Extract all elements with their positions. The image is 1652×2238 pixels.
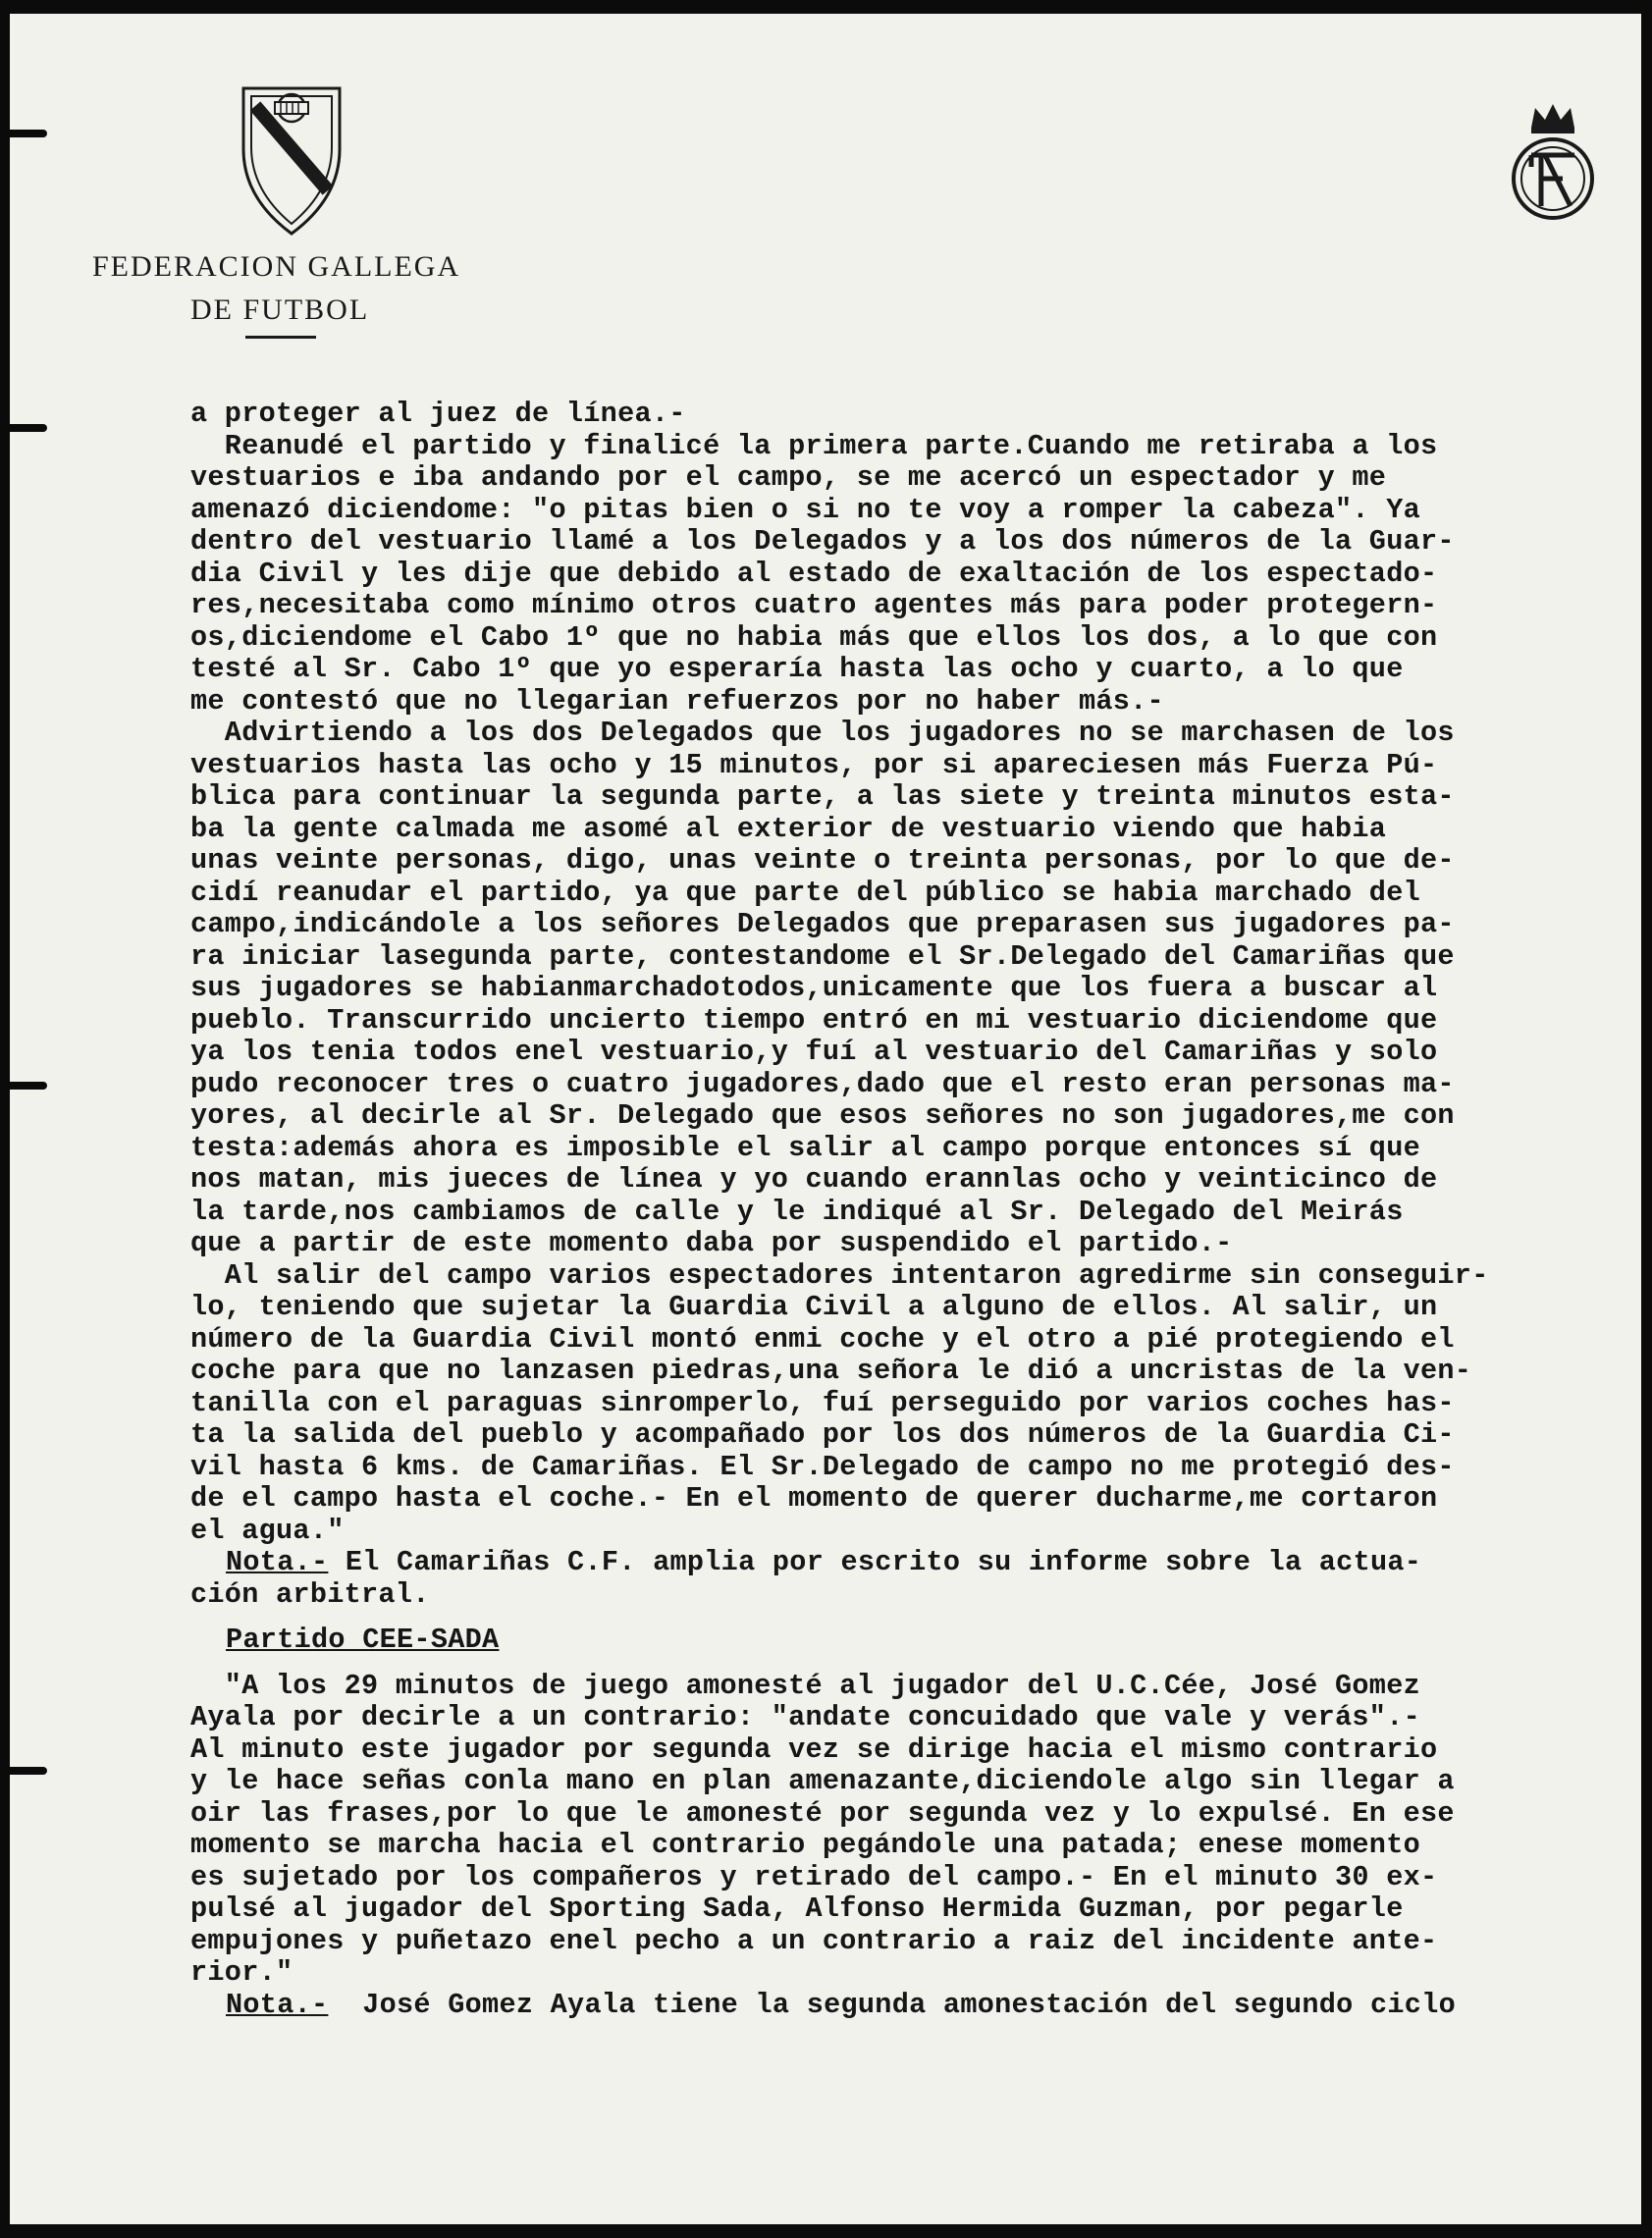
- body-line: sus jugadores se habianmarchadotodos,unicamente que los fuera a buscar al: [190, 972, 1438, 1004]
- binder-hole-mark: [10, 130, 47, 137]
- body-line: lo, teniendo que sujetar la Guardia Civil a alguno de ellos. Al salir, un: [190, 1291, 1438, 1323]
- body-line: Al minuto este jugador por segunda vez se dirige hacia el mismo contrario: [190, 1732, 1438, 1766]
- body-line: ya los tenia todos enel vestuario,y fuí al vestuario del Camariñas y solo: [190, 1036, 1438, 1068]
- body-line: vil hasta 6 kms. de Camariñas. El Sr.Delegado de campo no me protegió des-: [190, 1450, 1455, 1483]
- binder-hole-mark: [10, 1082, 47, 1090]
- nota-text-line2: ción arbitral.: [190, 1577, 430, 1611]
- body-line: amenazó diciendome: "o pitas bien o si no te voy a romper la cabeza". Ya: [190, 493, 1420, 526]
- report-body: [190, 399, 1633, 2021]
- section-spacer: [190, 1611, 1633, 1625]
- body-line: a proteger al juez de línea.-: [190, 398, 686, 430]
- body-line: campo,indicándole a los señores Delegados que preparasen sus jugadores pa-: [190, 908, 1455, 940]
- nota-text: José Gomez Ayala tiene la segunda amonestación del segundo ciclo: [328, 1988, 1457, 2021]
- body-line: "A los 29 minutos de juego amonesté al jugador del U.C.Cée, José Gomez: [190, 1669, 1420, 1702]
- nota-camarinas: [190, 1547, 1633, 1579]
- nota-label: Nota.-: [226, 1988, 329, 2021]
- body-line: pudo reconocer tres o cuatro jugadores,dado que el resto eran personas ma-: [190, 1067, 1455, 1100]
- body-line: nos matan, mis jueces de línea y yo cuando erannlas ocho y veinticinco de: [190, 1163, 1438, 1196]
- nota-label: Nota.-: [226, 1546, 329, 1578]
- body-line: es sujetado por los compañeros y retirado del campo.- En el minuto 30 ex-: [190, 1860, 1438, 1893]
- body-line: el agua.": [190, 1514, 345, 1547]
- body-line: oir las frases,por lo que le amonesté por segunda vez y lo expulsé. En ese: [190, 1796, 1455, 1830]
- body-line: de el campo hasta el coche.- En el momento de querer ducharme,me cortaron: [190, 1482, 1438, 1515]
- body-line: Advirtiendo a los dos Delegados que los jugadores no se marchasen de los: [190, 717, 1455, 749]
- binder-hole-mark: [10, 424, 47, 432]
- body-line: blica para continuar la segunda parte, a las siete y treinta minutos esta-: [190, 780, 1455, 813]
- body-line: yores, al decirle al Sr. Delegado que esos señores no son jugadores,me con: [190, 1099, 1455, 1132]
- body-line: Reanudé el partido y finalicé la primera parte.Cuando me retiraba a los: [190, 429, 1438, 462]
- nota-text: El Camariñas C.F. amplia por escrito su informe sobre la actua-: [328, 1546, 1422, 1578]
- body-line: la tarde,nos cambiamos de calle y le indiqué al Sr. Delegado del Meirás: [190, 1195, 1404, 1228]
- body-line: empujones y puñetazo enel pecho a un contrario a raiz del incidente ante-: [190, 1924, 1438, 1957]
- body-line: pulsé al jugador del Sporting Sada, Alfonso Hermida Guzman, por pegarle: [190, 1892, 1404, 1925]
- body-line: testé al Sr. Cabo 1º que yo esperaría hasta las ocho y cuarto, a lo que: [190, 653, 1404, 685]
- body-line: unas veinte personas, digo, unas veinte o treinta personas, por lo que de-: [190, 844, 1455, 877]
- body-line: tanilla con el paraguas sinromperlo, fuí perseguido por varios coches has-: [190, 1386, 1455, 1419]
- body-line: testa:además ahora es imposible el salir al campo porque entonces sí que: [190, 1131, 1420, 1164]
- section-heading-cee-sada: Partido CEE-SADA: [226, 1624, 500, 1656]
- body-line: número de la Guardia Civil montó enmi coche y el otro a pié protegiendo el: [190, 1322, 1455, 1356]
- federacion-gallega-shield-icon: [238, 80, 346, 238]
- body-line: me contestó que no llegarian refuerzos por no haber más.-: [190, 684, 1164, 718]
- body-line: res,necesitaba como mínimo otros cuatro agentes más para poder protegern-: [190, 589, 1438, 621]
- body-line: ra iniciar lasegunda parte, contestandome el Sr.Delegado del Camariñas que: [190, 939, 1455, 973]
- section-spacer: [190, 1657, 1633, 1671]
- body-line: ba la gente calmada me asomé al exterior de vestuario viendo que habia: [190, 812, 1387, 845]
- body-line: dia Civil y les dije que debido al estado de exaltación de los espectado-: [190, 557, 1438, 590]
- body-line: os,diciendome el Cabo 1º que no habia más que ellos los dos, a lo que con: [190, 620, 1438, 654]
- body-line: ta la salida del pueblo y acompañado por los dos números de la Guardia Ci-: [190, 1418, 1455, 1451]
- org-name-line2: DE FUTBOL: [190, 293, 370, 326]
- body-line: coche para que no lanzasen piedras,una señora le dió a uncristas de la ven-: [190, 1355, 1472, 1387]
- body-line: Al salir del campo varios espectadores intentaron agredirme sin conseguir-: [190, 1258, 1489, 1292]
- body-line: momento se marcha hacia el contrario pegándole una patada; enese momento: [190, 1829, 1420, 1861]
- body-line: rior.": [190, 1956, 293, 1989]
- body-line: cidí reanudar el partido, ya que parte del público se habia marchado del: [190, 876, 1420, 909]
- body-line: Ayala por decirle a un contrario: "andate concuidado que vale y verás".-: [190, 1701, 1420, 1733]
- organization-name: [92, 245, 505, 332]
- body-line: que a partir de este momento daba por suspendido el partido.-: [190, 1227, 1233, 1259]
- body-line: pueblo. Transcurrido uncierto tiempo entró en mi vestuario diciendome que: [190, 1003, 1438, 1037]
- body-line: vestuarios e iba andando por el campo, se me acercó un espectador y me: [190, 461, 1387, 494]
- document-page: [10, 14, 1641, 2224]
- body-line: dentro del vestuario llamé a los Delegados y a los dos números de la Guar-: [190, 525, 1455, 558]
- body-line: y le hace señas conla mano en plan amenazante,diciendole algo sin llegar a: [190, 1765, 1455, 1797]
- nota-gomez-ayala: [190, 1990, 1633, 2022]
- binder-hole-mark: [10, 1767, 47, 1775]
- org-name-line1: FEDERACION GALLEGA: [92, 250, 461, 283]
- header-underline: [245, 336, 316, 339]
- rfef-crown-emblem-icon: [1502, 98, 1604, 226]
- body-line: vestuarios hasta las ocho y 15 minutos, por si apareciesen más Fuerza Pú-: [190, 748, 1438, 781]
